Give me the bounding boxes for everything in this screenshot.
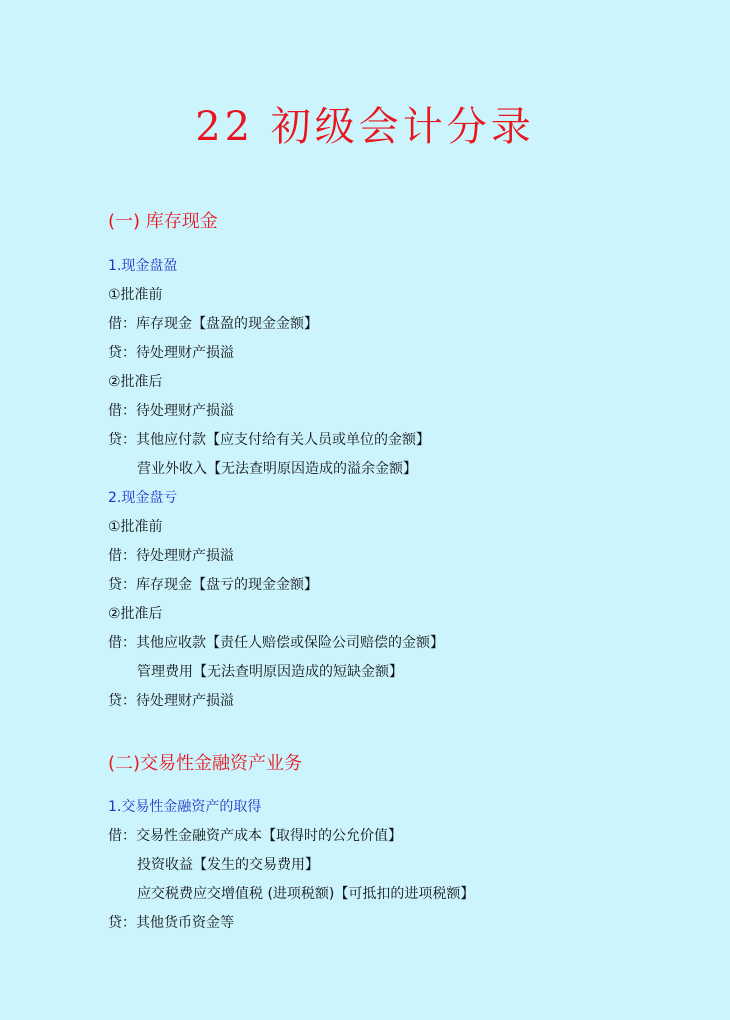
entry-line: 应交税费应交增值税 (进项税额)【可抵扣的进项税额】 [137,886,475,902]
page-title: 22 初级会计分录 [195,104,535,150]
entry-line: ①批准前 [108,519,163,535]
sub-heading-acquisition: 1.交易性金融资产的取得 [108,799,262,815]
entry-line: 投资收益【发生的交易费用】 [137,857,319,873]
entry-line: 借：其他应收款【责任人赔偿或保险公司赔偿的金额】 [108,635,444,651]
entry-line: 贷：其他应付款【应支付给有关人员或单位的金额】 [108,432,430,448]
entry-line: 管理费用【无法查明原因造成的短缺金额】 [137,664,403,680]
entry-line: ①批准前 [108,287,163,303]
section-heading-trading-assets: (二)交易性金融资产业务 [108,753,303,774]
entry-line: 借：库存现金【盘盈的现金金额】 [108,316,318,332]
entry-line: 贷：库存现金【盘亏的现金金额】 [108,577,318,593]
section-heading-cash: (一) 库存现金 [108,211,218,232]
sub-heading-cash-surplus: 1.现金盘盈 [108,258,178,274]
entry-line: 贷：其他货币资金等 [108,915,234,931]
entry-line: 借：待处理财产损溢 [108,403,234,419]
entry-line: 借：交易性金融资产成本【取得时的公允价值】 [108,828,402,844]
entry-line: ②批准后 [108,606,163,622]
entry-line: 贷：待处理财产损溢 [108,345,234,361]
entry-line: 贷：待处理财产损溢 [108,693,234,709]
entry-line: 借：待处理财产损溢 [108,548,234,564]
entry-line: 营业外收入【无法查明原因造成的溢余金额】 [137,461,417,477]
entry-line: ②批准后 [108,374,163,390]
sub-heading-cash-shortage: 2.现金盘亏 [108,490,178,506]
